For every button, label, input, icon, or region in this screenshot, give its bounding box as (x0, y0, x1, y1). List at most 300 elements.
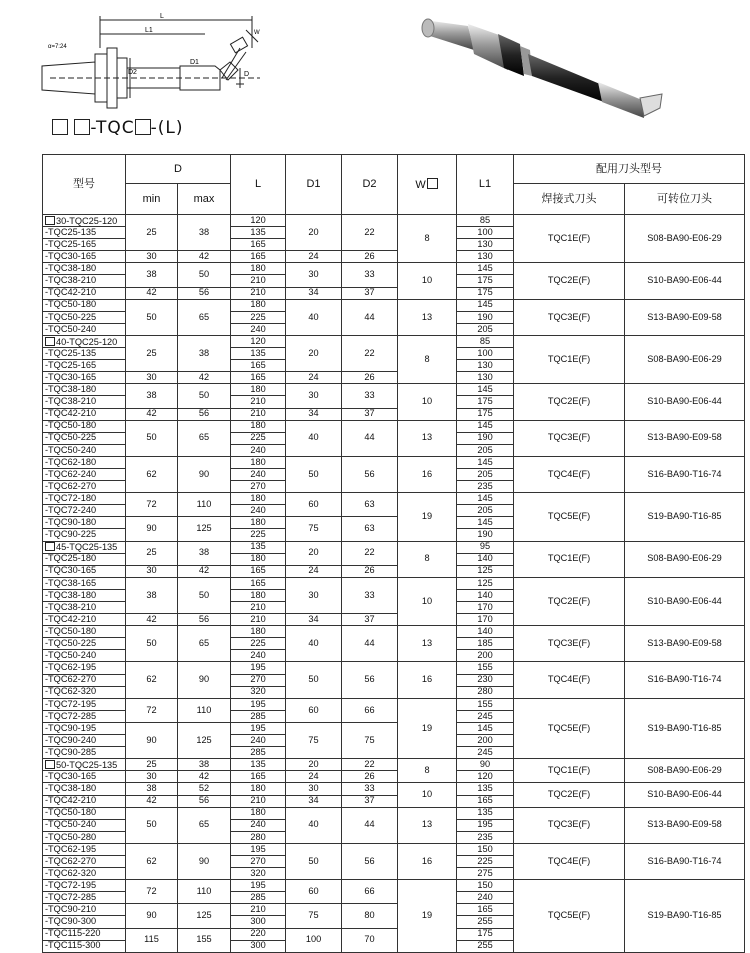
L-cell: 180 (231, 263, 286, 275)
model-cell: -TQC30-165 (43, 565, 126, 577)
header-welded: 焊接式刀头 (514, 184, 625, 215)
L1-cell: 145 (457, 420, 514, 432)
L1-cell: 145 (457, 493, 514, 505)
D2-cell: 63 (342, 493, 398, 517)
L-cell: 270 (231, 855, 286, 867)
model-cell: -TQC50-240 (43, 819, 126, 831)
L1-cell: 175 (457, 396, 514, 408)
min-cell: 90 (126, 904, 178, 928)
L1-cell: 165 (457, 904, 514, 916)
model-cell: -TQC30-165 (43, 251, 126, 263)
weld-cell: TQC2E(F) (514, 577, 625, 625)
D2-cell: 26 (342, 251, 398, 263)
model-cell: -TQC50-225 (43, 638, 126, 650)
index-cell: S19-BA90-T16-85 (625, 493, 745, 541)
table-row (43, 807, 745, 819)
D2-cell: 75 (342, 722, 398, 758)
D2-cell: 37 (342, 795, 398, 807)
L1-cell: 145 (457, 263, 514, 275)
model-cell: -TQC50-240 (43, 323, 126, 335)
model-cell: -TQC62-195 (43, 843, 126, 855)
D2-cell: 26 (342, 372, 398, 384)
W-cell: 16 (398, 456, 457, 492)
D1-cell: 20 (286, 759, 342, 771)
max-cell: 56 (178, 408, 231, 420)
model-cell: -TQC50-180 (43, 807, 126, 819)
L-cell: 285 (231, 892, 286, 904)
model-cell: -TQC72-180 (43, 493, 126, 505)
model-cell: -TQC38-165 (43, 577, 126, 589)
D1-cell: 100 (286, 928, 342, 952)
table-row (43, 541, 745, 553)
D1-cell: 60 (286, 493, 342, 517)
max-cell: 50 (178, 263, 231, 287)
L1-cell: 140 (457, 589, 514, 601)
model-cell: -TQC38-180 (43, 384, 126, 396)
model-cell: -TQC25-135 (43, 348, 126, 360)
table-row (43, 384, 745, 396)
W-cell: 16 (398, 843, 457, 879)
L1-cell: 145 (457, 384, 514, 396)
L-cell: 210 (231, 396, 286, 408)
model-cell: -TQC72-195 (43, 880, 126, 892)
L1-cell: 145 (457, 299, 514, 311)
dim-L1-label: L1 (145, 27, 153, 34)
L1-cell: 200 (457, 735, 514, 747)
min-cell: 30 (126, 565, 178, 577)
model-cell: -TQC38-180 (43, 589, 126, 601)
L1-cell: 275 (457, 868, 514, 880)
L-cell: 180 (231, 299, 286, 311)
L1-cell: 170 (457, 602, 514, 614)
L-cell: 180 (231, 420, 286, 432)
index-cell: S16-BA90-T16-74 (625, 456, 745, 492)
max-cell: 56 (178, 795, 231, 807)
D2-cell: 44 (342, 299, 398, 335)
L1-cell: 85 (457, 215, 514, 227)
L1-cell: 245 (457, 747, 514, 759)
index-cell: S08-BA90-E06-29 (625, 335, 745, 383)
W-cell: 13 (398, 420, 457, 456)
max-cell: 90 (178, 456, 231, 492)
D2-cell: 66 (342, 880, 398, 904)
weld-cell: TQC4E(F) (514, 843, 625, 879)
model-cell: -TQC72-240 (43, 505, 126, 517)
index-cell: S19-BA90-T16-85 (625, 880, 745, 953)
D1-cell: 50 (286, 456, 342, 492)
L-cell: 240 (231, 323, 286, 335)
W-cell: 13 (398, 299, 457, 335)
D1-cell: 34 (286, 408, 342, 420)
placeholder-box (52, 119, 68, 135)
max-cell: 38 (178, 335, 231, 371)
L-cell: 180 (231, 517, 286, 529)
model-cell: -TQC72-195 (43, 698, 126, 710)
L1-cell: 175 (457, 928, 514, 940)
L-cell: 210 (231, 614, 286, 626)
D2-cell: 22 (342, 541, 398, 565)
L-cell: 300 (231, 916, 286, 928)
L-cell: 320 (231, 868, 286, 880)
L1-cell: 120 (457, 771, 514, 783)
index-cell: S10-BA90-E06-44 (625, 384, 745, 420)
D2-cell: 80 (342, 904, 398, 928)
model-cell: -TQC50-180 (43, 299, 126, 311)
D1-cell: 50 (286, 843, 342, 879)
min-cell: 30 (126, 771, 178, 783)
header-D2: D2 (342, 155, 398, 215)
min-cell: 42 (126, 614, 178, 626)
L-cell: 210 (231, 904, 286, 916)
model-cell: -TQC38-180 (43, 263, 126, 275)
weld-cell: TQC3E(F) (514, 299, 625, 335)
D1-cell: 20 (286, 541, 342, 565)
index-cell: S13-BA90-E09-58 (625, 299, 745, 335)
min-cell: 42 (126, 287, 178, 299)
D1-cell: 24 (286, 251, 342, 263)
max-cell: 42 (178, 372, 231, 384)
L-cell: 195 (231, 698, 286, 710)
table-row (43, 299, 745, 311)
L1-cell: 205 (457, 444, 514, 456)
L1-cell: 100 (457, 227, 514, 239)
min-cell: 42 (126, 795, 178, 807)
L1-cell: 130 (457, 372, 514, 384)
L1-cell: 135 (457, 783, 514, 795)
weld-cell: TQC1E(F) (514, 215, 625, 263)
weld-cell: TQC5E(F) (514, 698, 625, 758)
table-row (43, 662, 745, 674)
L-cell: 285 (231, 710, 286, 722)
table-row (43, 577, 745, 589)
max-cell: 50 (178, 384, 231, 408)
L1-cell: 255 (457, 940, 514, 952)
L1-cell: 155 (457, 698, 514, 710)
D2-cell: 37 (342, 614, 398, 626)
model-cell: -TQC42-210 (43, 795, 126, 807)
D2-cell: 56 (342, 456, 398, 492)
min-cell: 90 (126, 517, 178, 541)
model-cell: -TQC50-280 (43, 831, 126, 843)
index-cell: S13-BA90-E09-58 (625, 626, 745, 662)
series-placeholder-box (45, 760, 55, 769)
min-cell: 25 (126, 215, 178, 251)
L1-cell: 240 (457, 892, 514, 904)
L-cell: 225 (231, 638, 286, 650)
L-cell: 320 (231, 686, 286, 698)
D2-cell: 63 (342, 517, 398, 541)
index-cell: S19-BA90-T16-85 (625, 698, 745, 758)
weld-cell: TQC3E(F) (514, 807, 625, 843)
D2-cell: 33 (342, 263, 398, 287)
L1-cell: 175 (457, 408, 514, 420)
spec-table (42, 154, 745, 953)
taper-label: α=7:24 (48, 44, 67, 50)
D1-cell: 60 (286, 880, 342, 904)
model-cell: -TQC62-270 (43, 481, 126, 493)
header-model: 型号 (43, 155, 126, 215)
model-cell: -TQC30-165 (43, 372, 126, 384)
model-cell: -TQC62-195 (43, 662, 126, 674)
max-cell: 110 (178, 880, 231, 904)
header-cutter-head: 配用刀头型号 (514, 155, 745, 184)
W-cell: 13 (398, 807, 457, 843)
L1-cell: 145 (457, 517, 514, 529)
min-cell: 38 (126, 577, 178, 613)
series-placeholder-box (45, 337, 55, 346)
W-cell: 10 (398, 263, 457, 299)
header-L1: L1 (457, 155, 514, 215)
index-cell: S13-BA90-E09-58 (625, 420, 745, 456)
D2-cell: 44 (342, 807, 398, 843)
min-cell: 50 (126, 807, 178, 843)
L1-cell: 175 (457, 275, 514, 287)
model-cell: -TQC62-270 (43, 674, 126, 686)
L-cell: 180 (231, 807, 286, 819)
W-cell: 19 (398, 493, 457, 541)
W-cell: 8 (398, 759, 457, 783)
min-cell: 72 (126, 493, 178, 517)
W-cell: 10 (398, 384, 457, 420)
L1-cell: 125 (457, 577, 514, 589)
model-cell: -TQC42-210 (43, 408, 126, 420)
L-cell: 300 (231, 940, 286, 952)
index-cell: S08-BA90-E06-29 (625, 759, 745, 783)
W-cell: 19 (398, 698, 457, 758)
L-cell: 165 (231, 771, 286, 783)
L-cell: 225 (231, 311, 286, 323)
L1-cell: 235 (457, 481, 514, 493)
model-cell: -TQC72-285 (43, 710, 126, 722)
table-row (43, 759, 745, 771)
L-cell: 135 (231, 348, 286, 360)
L-cell: 195 (231, 662, 286, 674)
L-cell: 210 (231, 795, 286, 807)
model-cell: -TQC72-285 (43, 892, 126, 904)
min-cell: 62 (126, 456, 178, 492)
L-cell: 225 (231, 529, 286, 541)
D1-cell: 30 (286, 577, 342, 613)
L1-cell: 100 (457, 348, 514, 360)
max-cell: 50 (178, 577, 231, 613)
max-cell: 52 (178, 783, 231, 795)
max-cell: 65 (178, 420, 231, 456)
index-cell: S08-BA90-E06-29 (625, 541, 745, 577)
L-cell: 165 (231, 360, 286, 372)
series-placeholder-box (45, 216, 55, 225)
table-row (43, 420, 745, 432)
L-cell: 180 (231, 456, 286, 468)
D1-cell: 40 (286, 807, 342, 843)
min-cell: 25 (126, 335, 178, 371)
D1-cell: 50 (286, 662, 342, 698)
model-cell: -TQC50-240 (43, 444, 126, 456)
max-cell: 110 (178, 698, 231, 722)
table-row (43, 626, 745, 638)
model-cell: -TQC62-320 (43, 868, 126, 880)
product-code-title: -TQC -(L) (52, 118, 184, 138)
L-cell: 135 (231, 227, 286, 239)
table-row (43, 783, 745, 795)
D2-cell: 33 (342, 577, 398, 613)
max-cell: 42 (178, 565, 231, 577)
L-cell: 180 (231, 783, 286, 795)
index-cell: S16-BA90-T16-74 (625, 662, 745, 698)
L1-cell: 190 (457, 311, 514, 323)
D1-cell: 30 (286, 263, 342, 287)
D2-cell: 44 (342, 420, 398, 456)
W-cell: 8 (398, 215, 457, 263)
max-cell: 125 (178, 722, 231, 758)
L-cell: 165 (231, 239, 286, 251)
index-cell: S13-BA90-E09-58 (625, 807, 745, 843)
max-cell: 125 (178, 904, 231, 928)
W-cell: 19 (398, 880, 457, 953)
min-cell: 50 (126, 626, 178, 662)
min-cell: 90 (126, 722, 178, 758)
D1-cell: 40 (286, 299, 342, 335)
D2-cell: 22 (342, 335, 398, 371)
table-row (43, 456, 745, 468)
weld-cell: TQC4E(F) (514, 662, 625, 698)
L1-cell: 130 (457, 239, 514, 251)
L-cell: 195 (231, 722, 286, 734)
model-cell: -TQC50-240 (43, 650, 126, 662)
min-cell: 38 (126, 783, 178, 795)
D1-cell: 30 (286, 783, 342, 795)
model-cell: -TQC42-210 (43, 614, 126, 626)
dim-W-label: W (254, 30, 260, 36)
L1-cell: 170 (457, 614, 514, 626)
model-cell: -TQC50-225 (43, 311, 126, 323)
max-cell: 65 (178, 299, 231, 335)
L1-cell: 235 (457, 831, 514, 843)
max-cell: 90 (178, 843, 231, 879)
table-row (43, 880, 745, 892)
L-cell: 120 (231, 215, 286, 227)
weld-cell: TQC2E(F) (514, 384, 625, 420)
header-max: max (178, 184, 231, 215)
max-cell: 38 (178, 759, 231, 771)
D2-cell: 44 (342, 626, 398, 662)
min-cell: 72 (126, 698, 178, 722)
max-cell: 65 (178, 626, 231, 662)
header-D1: D1 (286, 155, 342, 215)
model-cell: -TQC62-320 (43, 686, 126, 698)
table-row (43, 843, 745, 855)
min-cell: 62 (126, 843, 178, 879)
model-cell: -TQC90-285 (43, 747, 126, 759)
header-min: min (126, 184, 178, 215)
D1-cell: 34 (286, 614, 342, 626)
L-cell: 165 (231, 565, 286, 577)
L1-cell: 140 (457, 553, 514, 565)
weld-cell: TQC3E(F) (514, 420, 625, 456)
D2-cell: 37 (342, 287, 398, 299)
L-cell: 240 (231, 505, 286, 517)
model-cell: -TQC115-300 (43, 940, 126, 952)
model-cell: 40-TQC25-120 (43, 335, 126, 347)
L-cell: 240 (231, 468, 286, 480)
L-cell: 270 (231, 481, 286, 493)
model-cell: -TQC38-180 (43, 783, 126, 795)
L1-cell: 95 (457, 541, 514, 553)
max-cell: 155 (178, 928, 231, 952)
L1-cell: 130 (457, 251, 514, 263)
D1-cell: 30 (286, 384, 342, 408)
model-cell: -TQC38-210 (43, 275, 126, 287)
L1-cell: 150 (457, 843, 514, 855)
L-cell: 195 (231, 843, 286, 855)
D2-cell: 22 (342, 215, 398, 251)
D1-cell: 20 (286, 215, 342, 251)
L-cell: 180 (231, 553, 286, 565)
min-cell: 30 (126, 372, 178, 384)
placeholder-box (74, 119, 90, 135)
min-cell: 50 (126, 299, 178, 335)
L-cell: 285 (231, 747, 286, 759)
L1-cell: 150 (457, 880, 514, 892)
series-placeholder-box (45, 542, 55, 551)
placeholder-box (135, 119, 151, 135)
min-cell: 25 (126, 759, 178, 771)
dim-L-label: L (160, 13, 164, 20)
model-cell: -TQC90-195 (43, 722, 126, 734)
model-cell: 45-TQC25-135 (43, 541, 126, 553)
model-cell: -TQC62-180 (43, 456, 126, 468)
L1-cell: 205 (457, 468, 514, 480)
L1-cell: 225 (457, 855, 514, 867)
table-row (43, 493, 745, 505)
L-cell: 165 (231, 251, 286, 263)
weld-cell: TQC1E(F) (514, 335, 625, 383)
table-row (43, 335, 745, 347)
min-cell: 38 (126, 263, 178, 287)
D1-cell: 40 (286, 626, 342, 662)
model-cell: -TQC50-180 (43, 420, 126, 432)
weld-cell: TQC1E(F) (514, 541, 625, 577)
model-cell: -TQC38-210 (43, 602, 126, 614)
D2-cell: 33 (342, 783, 398, 795)
L1-cell: 145 (457, 722, 514, 734)
D1-cell: 34 (286, 795, 342, 807)
model-cell: -TQC90-210 (43, 904, 126, 916)
technical-drawing (30, 8, 330, 128)
D2-cell: 33 (342, 384, 398, 408)
L-cell: 180 (231, 493, 286, 505)
W-cell: 13 (398, 626, 457, 662)
D2-cell: 22 (342, 759, 398, 771)
L-cell: 120 (231, 335, 286, 347)
min-cell: 115 (126, 928, 178, 952)
model-cell: 50-TQC25-135 (43, 759, 126, 771)
min-cell: 30 (126, 251, 178, 263)
W-cell: 10 (398, 577, 457, 625)
W-cell: 8 (398, 335, 457, 383)
D1-cell: 24 (286, 771, 342, 783)
L1-cell: 90 (457, 759, 514, 771)
weld-cell: TQC5E(F) (514, 880, 625, 953)
D1-cell: 75 (286, 517, 342, 541)
L1-cell: 130 (457, 360, 514, 372)
L-cell: 165 (231, 577, 286, 589)
L-cell: 270 (231, 674, 286, 686)
model-cell: -TQC25-165 (43, 239, 126, 251)
L-cell: 240 (231, 444, 286, 456)
max-cell: 42 (178, 771, 231, 783)
D1-cell: 75 (286, 904, 342, 928)
L1-cell: 145 (457, 456, 514, 468)
